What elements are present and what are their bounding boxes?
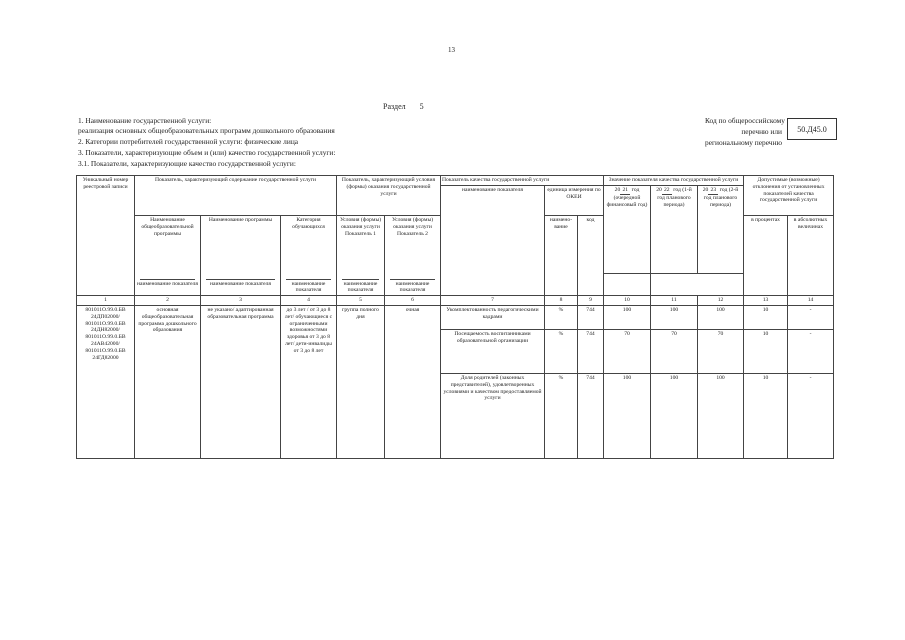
head-unit: единица измерения по ОКЕИ [545,186,604,216]
head-program-type: Наименование программы [201,216,281,274]
head-quality-indicator: Показатель качества государственной услуги [441,176,604,186]
caption-year-spacer [604,274,651,296]
year3-prefix: 20 [702,187,709,193]
cell-category: до 3 лет / от 3 до 8 лет/ обучающиеся с ограниченными возможностями здоровья от 3 до 8 лет/ дети-инвалиды от 3 до 8 лет [281,306,337,459]
cell-unit: % [545,306,578,330]
cell-program: основная общеобразовательная программа дошкольного образования [135,306,201,459]
cell-value-3: 100 [698,374,744,459]
head-condition-1: Условия (формы) оказания услуги Показатель 1 [337,216,385,274]
table-row [77,306,834,330]
year2-note: (1-й год планового периода) [657,187,692,208]
head-indicator-name: наименование показателя [441,186,545,296]
head-unit-code: код [578,216,604,296]
cell-code: 744 [578,374,604,459]
head-in-absolute: в абсолютных величинах [788,216,834,296]
caption-5 [385,274,441,296]
page-number: 13 [448,46,455,54]
cell-program-type: не указано/ адаптированная образовательная программа [201,306,281,459]
col-number: 10 [604,296,651,306]
col-number: 6 [385,296,441,306]
caption-text: наименование показателя [291,280,326,294]
head-quality-value: Значение показателя качества государственной услуги [604,176,744,186]
cell-percent: 10 [744,330,788,374]
col-number: 9 [578,296,604,306]
quality-indicators-heading: 3.1. Показатели, характеризующие качество государственной услуги: [78,159,296,168]
caption-4 [337,274,385,296]
cell-code: 744 [578,330,604,374]
caption-3 [281,274,337,296]
cell-value-3: 70 [698,330,744,374]
caption-text: наименование показателя [343,280,378,294]
caption-line [342,279,379,280]
caption-text: наименование показателя [395,280,430,294]
indicators-heading: 3. Показатели, характеризующие объем и (или) качество государственной услуги: [78,148,336,157]
cell-value-3: 100 [698,306,744,330]
cell-absolute: - [788,306,834,330]
section-title [383,102,424,111]
col-number: 7 [441,296,545,306]
section-number: 5 [419,102,424,111]
cell-absolute: - [788,330,834,374]
cell-absolute: - [788,374,834,459]
cell-indicator: Доля родителей (законных представителей), удовлетворенных условиями и качеством предоставляемой услуги [441,374,545,459]
caption-line [206,279,275,280]
col-number: 14 [788,296,834,306]
col-number: 5 [337,296,385,306]
caption-text: наименование показателя [210,280,271,287]
cell-condition-2: очная [385,306,441,459]
registry-code-box: 50.Д45.0 [787,118,837,140]
col-number: 1 [77,296,135,306]
head-category: Категория обучающихся [281,216,337,274]
cell-indicator: Укомплектованность педагогическими кадрами [441,306,545,330]
col-number: 11 [651,296,698,306]
col-number: 8 [545,296,578,306]
caption-text: наименование показателя [137,280,198,287]
head-condition-2: Условия (формы) оказания услуги Показатель 2 [385,216,441,274]
head-conditions-indicator: Показатель, характеризующий условия (формы) оказания государственной услуги [337,176,441,216]
col-number: 12 [698,296,744,306]
cell-value-2: 100 [651,374,698,459]
year1-prefix: 20 [614,187,621,193]
section-label: Раздел [383,102,406,111]
head-year1 [604,186,651,274]
col-number: 13 [744,296,788,306]
quality-indicators-table [76,175,834,459]
column-number-row [77,296,834,306]
year2-value: 22 [662,187,672,195]
cell-code: 744 [578,306,604,330]
caption-line [390,279,435,280]
cell-percent: 10 [744,374,788,459]
cell-percent: 10 [744,306,788,330]
head-in-percent: в процентах [744,216,788,296]
year3-note: (2-й год планового периода) [703,187,739,208]
service-name-label: 1. Наименование государственной услуги: [78,116,212,125]
registry-label-line3: региональному перечню [705,138,782,147]
registry-label-line2: перечню или [741,127,782,136]
cell-value-1: 100 [604,306,651,330]
head-unit-name: наимено-вание [545,216,578,296]
registry-label-line1: Код по общероссийскому [704,116,785,125]
year2-prefix: 20 [656,187,662,193]
year2-suffix: год [673,187,681,193]
year1-note: (очередной финансовый год) [606,194,648,208]
cell-unit: % [545,330,578,374]
caption-line [140,279,195,280]
cell-unit: % [545,374,578,459]
caption-line [286,279,331,280]
cell-value-2: 100 [651,306,698,330]
cell-unique-number: 801011О.99.0.БВ 24ДП02000/ 801011О.99.0.БВ 24ДН82000/ 801011О.99.0.БВ 24АВ42000/ 801011О.99.0.БВ 24ГД82000 [77,306,135,459]
col-number: 4 [281,296,337,306]
head-program-name: Наименование общеобразовательной программы [135,216,201,274]
caption-1 [135,274,201,296]
head-deviation: Допустимые (возможные) отклонения от установленных показателей качества государственной услуги [744,176,834,216]
consumer-categories: 2. Категории потребителей государственной услуги: физические лица [78,137,299,146]
year3-suffix: год [719,187,728,193]
service-name-value: реализация основных общеобразовательных программ дошкольного образования [78,126,335,135]
head-content-indicator: Показатель, характеризующий содержание государственной услуги [135,176,337,216]
col-number: 2 [135,296,201,306]
year1-value: 21 [620,187,630,195]
col-number: 3 [201,296,281,306]
cell-indicator: Посещаемость воспитанниками образовательной организации [441,330,545,374]
cell-value-2: 70 [651,330,698,374]
year3-value: 23 [708,187,718,195]
caption-2 [201,274,281,296]
cell-value-1: 100 [604,374,651,459]
cell-condition-1: группа полного дня [337,306,385,459]
head-unique-number: Уникальный номер реестровой записи [77,176,135,296]
head-year3 [698,186,744,274]
head-year2 [651,186,698,274]
cell-value-1: 70 [604,330,651,374]
year1-suffix: год [631,187,640,193]
